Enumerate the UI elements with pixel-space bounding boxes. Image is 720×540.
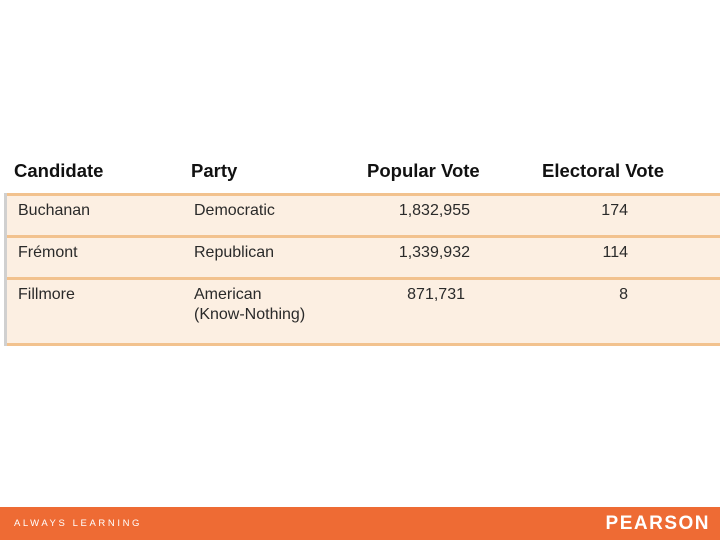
cell-party: Democratic <box>194 202 275 219</box>
cell-electoral-vote: 174 <box>601 202 628 219</box>
cell-candidate: Frémont <box>18 244 78 261</box>
row-divider <box>7 343 720 346</box>
party-line-1: American <box>194 286 262 303</box>
cell-party: Republican <box>194 244 275 261</box>
cell-party <box>194 285 305 325</box>
pearson-logo: PEARSON <box>605 513 710 534</box>
cell-candidate: Fillmore <box>18 286 75 303</box>
footer-bar <box>0 507 720 540</box>
cell-popular-vote: 871,731 <box>407 286 465 303</box>
row-divider <box>7 235 720 238</box>
row-divider <box>7 277 720 280</box>
header-electoral-vote: Electoral Vote <box>542 160 665 181</box>
cell-candidate: Buchanan <box>18 202 91 219</box>
cell-popular-vote: 1,339,932 <box>398 244 470 261</box>
cell-electoral-vote: 114 <box>602 244 628 261</box>
row-divider <box>7 193 720 196</box>
header-candidate: Candidate <box>14 160 104 181</box>
header-popular-vote: Popular Vote <box>367 160 480 181</box>
table-body <box>4 193 720 346</box>
footer-tagline: ALWAYS LEARNING <box>14 518 143 529</box>
party-line-2: (Know-Nothing) <box>194 306 306 323</box>
cell-popular-vote: 1,832,955 <box>398 202 470 219</box>
header-party: Party <box>191 160 238 181</box>
cell-electoral-vote: 8 <box>619 286 628 303</box>
